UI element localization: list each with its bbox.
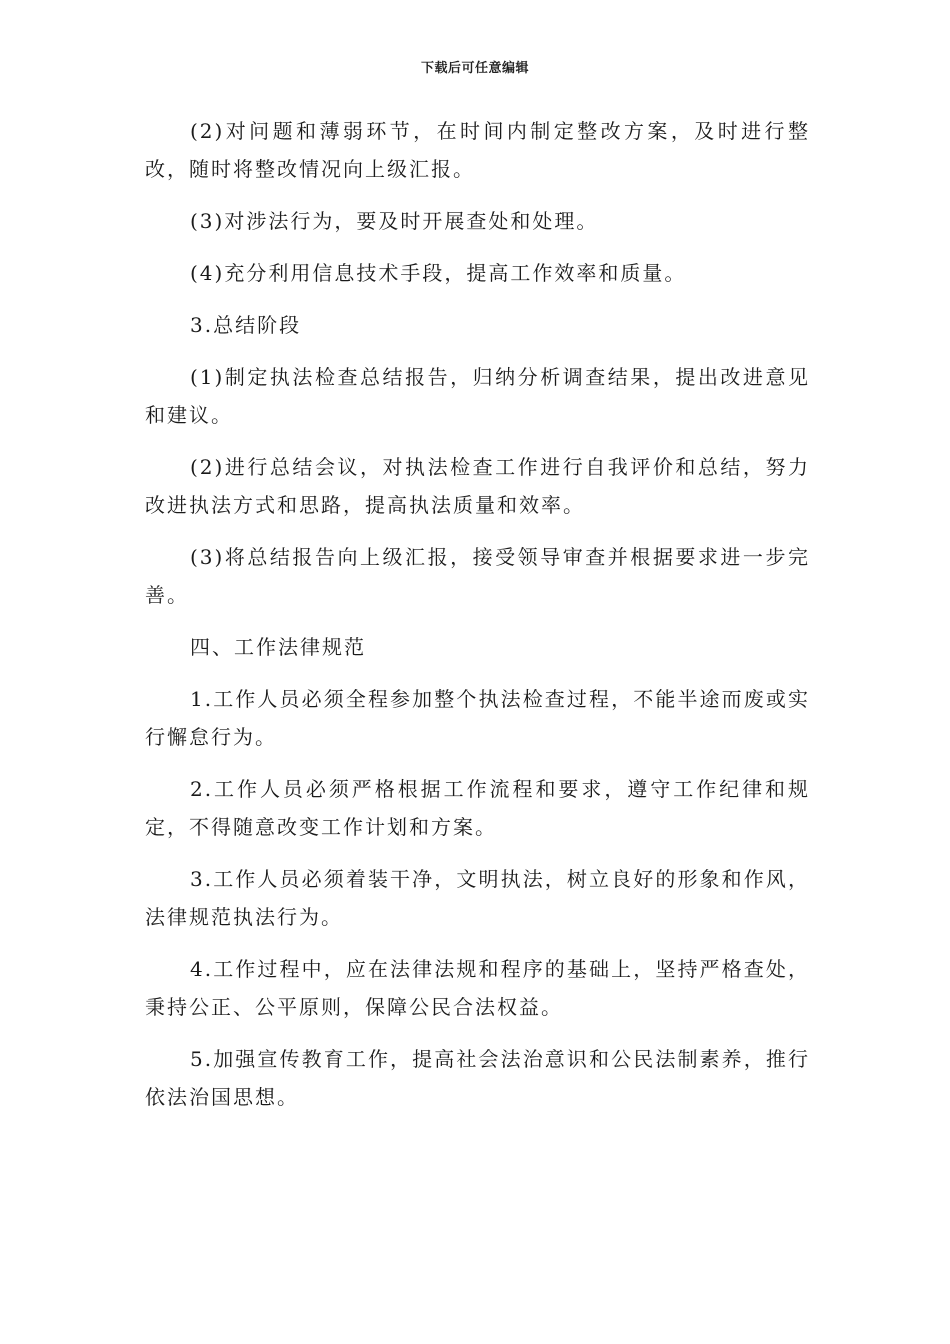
paragraph-norm-5: 5.加强宣传教育工作，提高社会法治意识和公民法制素养，推行依法治国思想。 bbox=[145, 1047, 810, 1109]
paragraph-norm-4: 4.工作过程中，应在法律法规和程序的基础上，坚持严格查处，秉持公正、公平原则，保障公民合法权益。 bbox=[145, 957, 810, 1019]
document-body bbox=[145, 112, 810, 1130]
paragraph-summary-report: (1)制定执法检查总结报告，归纳分析调查结果，提出改进意见和建议。 bbox=[145, 365, 810, 427]
paragraph-norm-2: 2.工作人员必须严格根据工作流程和要求，遵守工作纪律和规定，不得随意改变工作计划和方案。 bbox=[145, 777, 810, 839]
page-header: 下载后可任意编辑 bbox=[420, 61, 529, 76]
section-heading-legal-norms: 四、工作法律规范 bbox=[190, 635, 366, 659]
paragraph-report-to-superior: (3)将总结报告向上级汇报，接受领导审查并根据要求进一步完善。 bbox=[145, 545, 810, 607]
paragraph-rectification: (2)对问题和薄弱环节，在时间内制定整改方案，及时进行整改，随时将整改情况向上级汇报。 bbox=[145, 119, 810, 181]
paragraph-summary-meeting: (2)进行总结会议，对执法检查工作进行自我评价和总结，努力改进执法方式和思路，提高执法质量和效率。 bbox=[145, 455, 810, 517]
paragraph-norm-3: 3.工作人员必须着装干净，文明执法，树立良好的形象和作风，法律规范执法行为。 bbox=[145, 867, 810, 929]
paragraph-norm-1: 1.工作人员必须全程参加整个执法检查过程，不能半途而废或实行懈怠行为。 bbox=[145, 687, 810, 749]
section-heading-summary-stage: 3.总结阶段 bbox=[190, 313, 302, 337]
paragraph-it-means: (4)充分利用信息技术手段，提高工作效率和质量。 bbox=[190, 261, 687, 285]
paragraph-legal-handling: (3)对涉法行为，要及时开展查处和处理。 bbox=[190, 209, 599, 233]
